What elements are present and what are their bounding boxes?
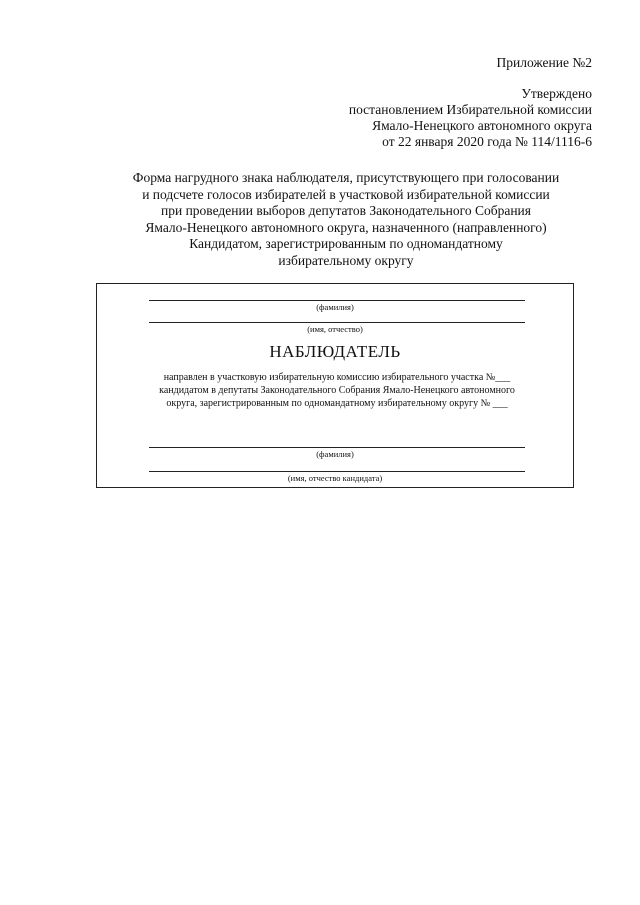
candidate-surname-caption: (фамилия) xyxy=(316,449,354,459)
approval-block xyxy=(349,86,592,150)
title-line-1: Форма нагрудного знака наблюдателя, присутствующего при голосовании xyxy=(132,170,560,185)
decree-line-2: Ямало-Ненецкого автономного округа xyxy=(372,118,592,133)
observer-badge-form xyxy=(96,283,574,488)
candidate-name-line xyxy=(149,471,525,472)
badge-text-line-2: кандидатом в депутаты Законодательного Собрания Ямало-Ненецкого автономного xyxy=(159,385,515,396)
title-line-4: Ямало-Ненецкого автономного округа, назначенного (направленного) xyxy=(145,219,547,235)
title-line-6: избирательному округу xyxy=(278,252,414,268)
candidate-name-caption: (имя, отчество кандидата) xyxy=(287,473,383,483)
badge-heading: НАБЛЮДАТЕЛЬ xyxy=(269,342,401,361)
name-line xyxy=(149,322,525,323)
name-caption: (имя, отчество) xyxy=(307,324,363,334)
decree-line-1: постановлением Избирательной комиссии xyxy=(348,102,592,117)
surname-line xyxy=(149,300,525,301)
approved-text: Утверждено xyxy=(521,86,592,101)
form-title xyxy=(100,170,592,269)
title-line-2: и подсчете голосов избирателей в участковой избирательной комиссии xyxy=(142,186,550,202)
title-line-5: Кандидатом, зарегистрированным по одномандатному xyxy=(189,236,503,251)
appendix-label xyxy=(497,55,592,71)
decree-line-3: от 22 января 2020 года № 114/1116-6 xyxy=(382,134,592,149)
appendix-text: Приложение №2 xyxy=(496,55,592,70)
title-line-3: при проведении выборов депутатов Законодательного Собрания xyxy=(161,203,531,218)
surname-caption: (фамилия) xyxy=(316,302,354,312)
candidate-surname-line xyxy=(149,447,525,448)
badge-text-line-1: направлен в участковую избирательную комиссию избирательного участка №___ xyxy=(163,372,511,383)
badge-text-line-3: округа, зарегистрированным по одномандатному избирательному округу № ___ xyxy=(166,398,508,409)
